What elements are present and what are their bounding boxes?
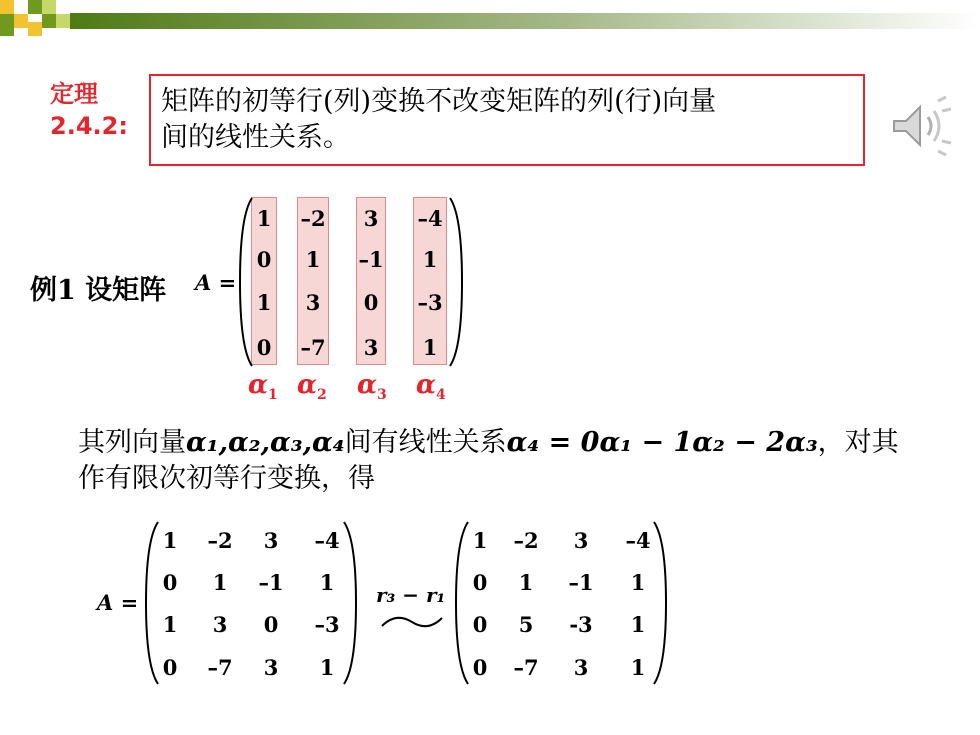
- theorem-label: [50, 78, 128, 142]
- transform-matrix-name: A =: [97, 590, 139, 615]
- right-matrix-cell-r4-c2: –7: [513, 655, 539, 680]
- example-matrix-cell-r3-c1: 1: [256, 290, 272, 315]
- right-matrix-cell-r3-c1: 0: [472, 612, 488, 637]
- relation-equation: α₄ = 0α₁ − 1α₂ − 2α₃: [506, 427, 818, 458]
- alpha-label-4: $\alpha_4$: [416, 370, 446, 404]
- left-matrix-cell-r2-c2: 1: [212, 570, 228, 595]
- right-matrix-cell-r2-c1: 0: [472, 570, 488, 595]
- example-matrix-cell-r2-c2: 1: [305, 247, 321, 272]
- example-label: 例1 设矩阵: [30, 275, 167, 306]
- example-matrix-cell-r1-c4: –4: [417, 206, 443, 231]
- left-matrix-cell-r4-c1: 0: [162, 655, 178, 680]
- left-matrix-cell-r3-c4: –3: [314, 612, 340, 637]
- example-matrix-cell-r4-c1: 0: [256, 335, 272, 360]
- left-matrix-cell-r1-c1: 1: [162, 528, 178, 553]
- example-matrix-name: A =: [195, 270, 237, 295]
- right-matrix-cell-r1-c4: –4: [625, 528, 651, 553]
- left-matrix-cell-r1-c4: –4: [314, 528, 340, 553]
- relation-line-2: 作有限次初等行变换，得: [78, 463, 375, 494]
- top-decoration-bar: [0, 0, 980, 36]
- right-matrix-cell-r3-c2: 5: [518, 612, 534, 637]
- theorem-label-line1: 定理: [50, 80, 98, 108]
- example-matrix-cell-r4-c2: –7: [300, 335, 326, 360]
- theorem-text-line1: 矩阵的初等行(列)变换不改变矩阵的列(行)向量: [161, 86, 717, 117]
- speaker-icon[interactable]: [888, 95, 958, 157]
- right-matrix-cell-r4-c1: 0: [472, 655, 488, 680]
- left-matrix-cell-r3-c1: 1: [162, 612, 178, 637]
- alpha-label-3: $\alpha_3$: [357, 370, 387, 404]
- left-matrix-cell-r4-c4: 1: [319, 655, 335, 680]
- example-matrix-cell-r4-c4: 1: [422, 335, 438, 360]
- left-matrix-cell-r1-c2: –2: [207, 528, 233, 553]
- relation-middle: 间有线性关系: [344, 427, 507, 458]
- left-matrix-cell-r2-c3: –1: [258, 570, 284, 595]
- right-matrix-cell-r2-c4: 1: [630, 570, 646, 595]
- relation-line-1: [78, 425, 899, 461]
- left-matrix-cell-r3-c2: 3: [212, 612, 228, 637]
- example-matrix-cell-r2-c3: –1: [358, 247, 384, 272]
- relation-prefix: 其列向量: [78, 427, 186, 458]
- left-matrix-cell-r3-c3: 0: [263, 612, 279, 637]
- example-matrix-cell-r1-c3: 3: [363, 206, 379, 231]
- right-matrix-cell-r2-c2: 1: [518, 570, 534, 595]
- example-matrix-cell-r1-c2: –2: [300, 206, 326, 231]
- row-operation-label: r₃ − r₁: [376, 583, 446, 607]
- left-matrix-cell-r4-c2: –7: [207, 655, 233, 680]
- example-matrix-cell-r2-c1: 0: [256, 247, 272, 272]
- left-matrix-cell-r2-c1: 0: [162, 570, 178, 595]
- equivalence-tilde: [378, 610, 446, 634]
- example-matrix-cell-r4-c3: 3: [363, 335, 379, 360]
- right-matrix-cell-r1-c3: 3: [573, 528, 589, 553]
- example-matrix-cell-r1-c1: 1: [256, 206, 272, 231]
- left-matrix-cell-r4-c3: 3: [263, 655, 279, 680]
- right-matrix-cell-r4-c3: 3: [573, 655, 589, 680]
- left-matrix-cell-r1-c3: 3: [263, 528, 279, 553]
- example-matrix-cell-r3-c4: –3: [417, 290, 443, 315]
- theorem-box: [149, 74, 865, 166]
- left-matrix-cell-r2-c4: 1: [319, 570, 335, 595]
- theorem-text-line2: 间的线性关系。: [161, 122, 350, 153]
- right-matrix-cell-r3-c3: -3: [569, 612, 593, 637]
- example-matrix-cell-r3-c2: 3: [305, 290, 321, 315]
- example-matrix-cell-r2-c4: 1: [422, 247, 438, 272]
- right-matrix-cell-r3-c4: 1: [630, 612, 646, 637]
- theorem-label-line2: 2.4.2:: [50, 112, 128, 140]
- right-matrix-cell-r4-c4: 1: [630, 655, 646, 680]
- example-matrix-cell-r3-c3: 0: [363, 290, 379, 315]
- relation-vectors: α₁,α₂,α₃,α₄: [186, 427, 345, 458]
- alpha-label-2: $\alpha_2$: [297, 370, 327, 404]
- right-matrix-cell-r1-c1: 1: [472, 528, 488, 553]
- alpha-label-1: $\alpha_1$: [248, 370, 278, 404]
- right-matrix-cell-r2-c3: –1: [568, 570, 594, 595]
- right-matrix-cell-r1-c2: –2: [513, 528, 539, 553]
- relation-suffix: ，对其: [817, 427, 899, 458]
